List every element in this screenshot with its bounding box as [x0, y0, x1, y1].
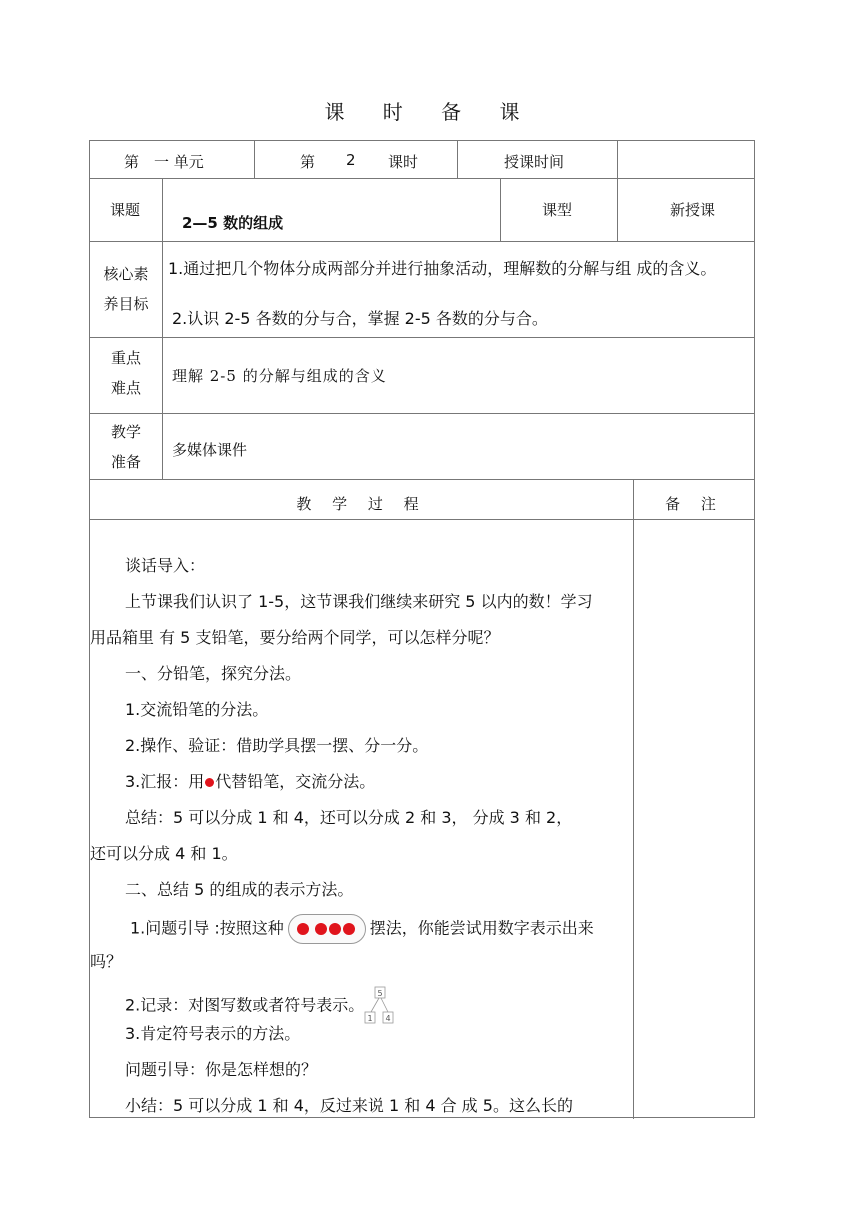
type-value: 新授课 — [670, 201, 716, 219]
lesson-plan-table — [89, 140, 755, 1118]
type-label: 课型 — [542, 201, 573, 219]
topic-label: 课题 — [110, 201, 141, 219]
process-p7 — [90, 770, 668, 794]
process-p1: 谈话导入： — [125, 556, 206, 575]
prep-label-line2: 准备 — [110, 453, 141, 471]
process-p14: 3.肯定符号表示的方法。 — [125, 1024, 301, 1043]
process-p4: 一、分铅笔，探究分法。 — [125, 664, 302, 683]
keypoints-label-line1: 重点 — [110, 349, 141, 367]
goals-label-line1: 核心素 — [103, 265, 149, 283]
svg-text:1: 1 — [367, 1014, 373, 1023]
process-p3: 用品箱里 有 5 支铅笔，要分给两个同学，可以怎样分呢？ — [90, 628, 500, 647]
goals-label-line2: 养目标 — [103, 295, 149, 313]
process-p11 — [90, 914, 673, 944]
lesson-number: 2 — [346, 151, 356, 169]
page-title: 课 时 备 课 — [324, 100, 536, 124]
goal-item-2: 2.认识 2-5 各数的分与合，掌握 2-5 各数的分与合。 — [172, 309, 548, 328]
prep-value: 多媒体课件 — [172, 441, 248, 459]
process-p5: 1.交流铅笔的分法。 — [125, 700, 269, 719]
process-p13-text: 2.记录：对图写数或者符号表示。 — [125, 995, 365, 1015]
process-header: 教 学 过 程 — [296, 495, 427, 513]
svg-text:5: 5 — [377, 989, 383, 998]
keypoints-value: 理解 2-5 的分解与组成的含义 — [172, 367, 387, 385]
process-p2: 上节课我们认识了 1-5，这节课我们继续来研究 5 以内的数！学习 — [125, 592, 593, 611]
process-p8: 总结：5 可以分成 1 和 4，还可以分成 2 和 3， 分成 3 和 2， — [125, 808, 573, 827]
process-p11a: 1.问题引导 :按照这种 — [130, 918, 284, 938]
process-p12: 吗？ — [90, 952, 123, 971]
prep-label-line1: 教学 — [110, 423, 141, 441]
process-p7a: 3.汇报：用 — [125, 772, 205, 791]
svg-text:4: 4 — [385, 1014, 391, 1023]
process-p9: 还可以分成 4 和 1。 — [90, 844, 238, 863]
unit-label: 第 一 单元 — [124, 153, 204, 171]
notes-header: 备 注 — [665, 495, 724, 513]
process-p7b: 代替铅笔，交流分法。 — [215, 772, 376, 791]
red-dots-tray-icon — [288, 914, 366, 944]
process-p13 — [90, 986, 668, 1026]
lesson-prefix: 第 — [300, 153, 316, 171]
red-dot-icon — [205, 778, 214, 787]
keypoints-label-line2: 难点 — [110, 379, 141, 397]
goal-item-1: 1.通过把几个物体分成两部分并进行抽象活动，理解数的分解与组 成的含义。 — [168, 259, 717, 278]
process-p15: 问题引导：你是怎样想的？ — [125, 1060, 318, 1079]
process-p10: 二、总结 5 的组成的表示方法。 — [125, 880, 354, 899]
process-p6: 2.操作、验证：借助学具摆一摆、分一分。 — [125, 736, 429, 755]
topic-value: 2—5 数的组成 — [182, 214, 284, 232]
process-p16: 小结：5 可以分成 1 和 4，反过来说 1 和 4 合 成 5。这么长的 — [125, 1096, 573, 1115]
lesson-suffix: 课时 — [388, 153, 419, 171]
process-p11b: 摆法，你能尝试用数字表示出来 — [369, 918, 594, 938]
number-bond-tree-icon — [364, 986, 394, 1026]
time-label: 授课时间 — [504, 153, 565, 171]
